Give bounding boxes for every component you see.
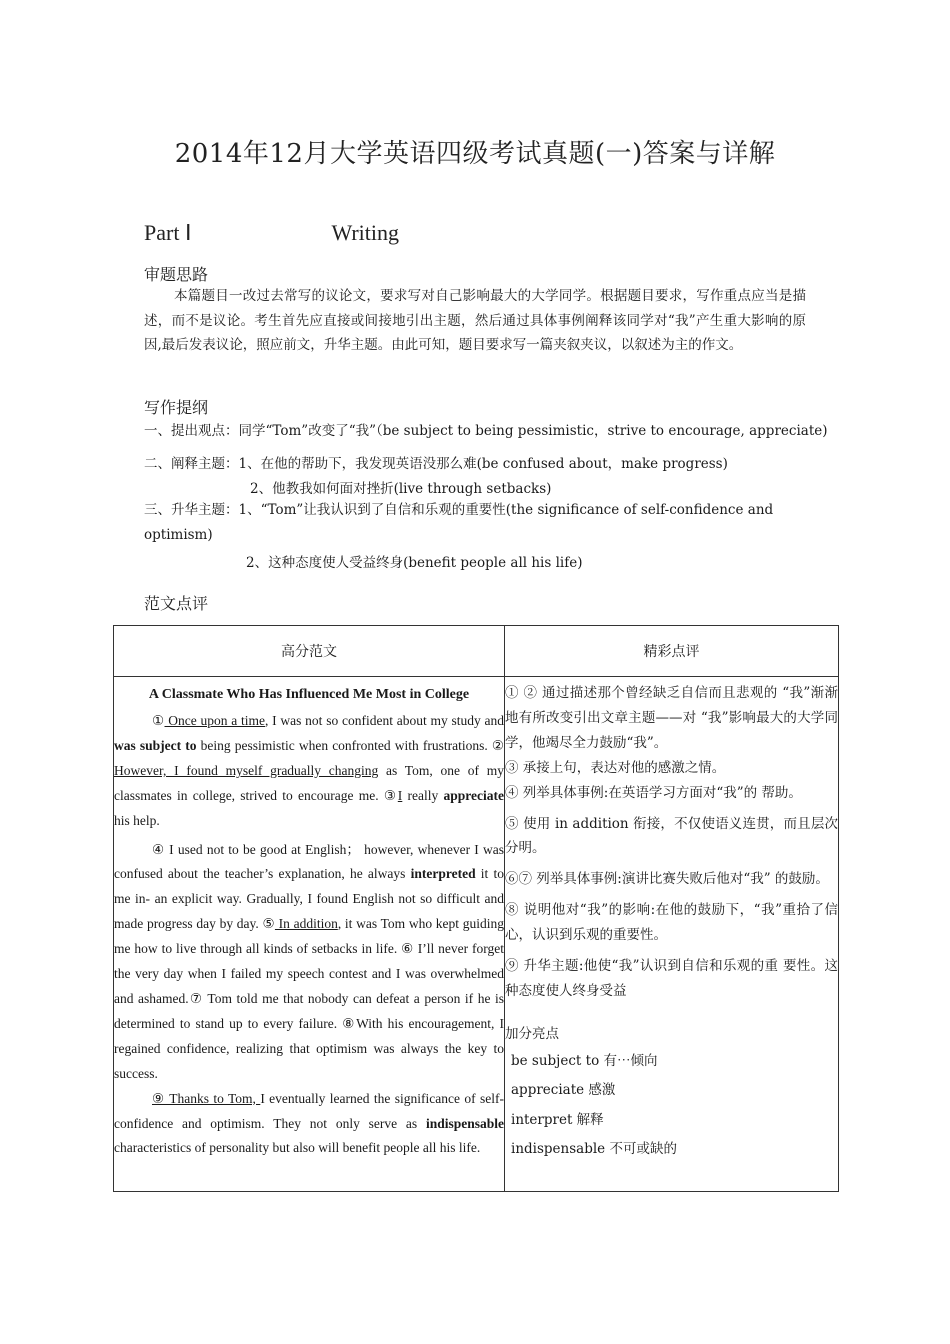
essay-paragraph-3 bbox=[114, 1087, 504, 1162]
essay-text: it to me in- an explicit way. Gradually, I found English not so difficult and made progress day by day. ⑤ bbox=[114, 866, 504, 932]
outline-line-4: 三、升华主题：1、“Tom”让我认识到了自信和乐观的重要性(the significance of self-confidence and optimism) bbox=[144, 502, 774, 543]
outline-line-5: 2、这种态度使人受益终身(benefit people all his life) bbox=[246, 555, 583, 571]
bonus-heading: 加分亮点 bbox=[505, 1025, 559, 1042]
essay-text: ④ I used not to be good at English； however, whenever I was confused about the teacher’s explanation, he always bbox=[114, 841, 504, 882]
essay-text: as Tom, one of my classmates in college, strived to encourage me. ③ bbox=[114, 762, 504, 803]
part-heading bbox=[144, 220, 399, 246]
vocab-item: appreciate 感激 bbox=[511, 1082, 616, 1099]
comments-list bbox=[505, 677, 838, 1191]
bold-phrase: interpreted bbox=[410, 866, 476, 882]
vocab-item: indispensable 不可或缺的 bbox=[511, 1141, 677, 1158]
essay-title: A Classmate Who Has Influenced Me Most in College bbox=[148, 687, 470, 702]
model-essay bbox=[114, 677, 504, 1191]
comment-item: ⑧ 说明他对“我”的影响:在他的鼓励下，“我”重拾了信心，认识到乐观的重要性。 bbox=[505, 902, 838, 944]
comment-item: ① ② 通过描述那个曾经缺乏自信而且悲观的 “我”渐渐地有所改变引出文章主题——对 “我”影响最大的大学同学，他竭尽全力鼓励“我”。 bbox=[505, 685, 838, 751]
outline-heading: 写作提纲 bbox=[144, 398, 209, 417]
essay-text: , it was Tom who kept guiding me how to live through all kinds of setbacks in life. ⑥ I’ll never forget the very day when I failed my speech contest and I was overwhelmed and ashamed.⑦ Tom told me that nobody can defeat a person if he is determined to stand up to every failure. ⑧With his encouragement, I regained confidence, realizing that optimism was always the key to success. bbox=[114, 916, 504, 1081]
essay-paragraph-1 bbox=[114, 709, 504, 834]
essay-cell bbox=[114, 677, 505, 1192]
essay-text: , I was not so confident about my study and bbox=[265, 713, 504, 728]
comment-item: ⑤ 使用 in addition 衔接，不仅使语义连贯，而且层次分明。 bbox=[505, 815, 838, 857]
outline-line-1: 一、提出观点：同学“Tom”改变了“我”（be subject to being pessimistic，strive to encourage, appreciate) bbox=[144, 423, 828, 439]
comment-item: ③ 承接上句，表达对他的感激之情。 bbox=[505, 759, 726, 776]
underlined-phrase: ⑨ Thanks to Tom, bbox=[152, 1090, 261, 1106]
underlined-phrase: However, I found myself gradually changing bbox=[114, 762, 379, 778]
comments-column-header: 精彩点评 bbox=[505, 626, 839, 677]
essay-text: really bbox=[402, 787, 444, 803]
part-label: Part Ⅰ bbox=[144, 220, 192, 245]
comment-item: ⑥⑦ 列举具体事例:演讲比赛失败后他对“我” 的鼓励。 bbox=[505, 871, 829, 888]
review-heading: 范文点评 bbox=[144, 594, 209, 613]
bold-phrase: indispensable bbox=[425, 1115, 504, 1131]
page-title: 2014年12月大学英语四级考试真题(一)答案与详解 bbox=[174, 139, 776, 169]
bold-phrase: appreciate bbox=[443, 787, 504, 803]
essay-text: characteristics of personality but also will benefit people all his life. bbox=[114, 1140, 481, 1156]
analysis-paragraph: 本篇题目一改过去常写的议论文，要求写对自己影响最大的大学同学。根据题目要求，写作重点应当是描述，而不是议论。考生首先应直接或间接地引出主题，然后通过具体事例阐释该同学对“我”产生重大影响的原因,最后发表议论，照应前文，升华主题。由此可知，题目要求写一篇夹叙夹议，以叙述为主的作文。 bbox=[144, 288, 806, 354]
outline-line-3: 2、他教我如何面对挫折(live through setbacks) bbox=[250, 481, 552, 497]
vocab-item: interpret 解释 bbox=[511, 1111, 604, 1128]
analysis-heading: 审题思路 bbox=[144, 265, 209, 284]
underlined-phrase: In addition bbox=[274, 916, 338, 932]
essay-text: being pessimistic when confronted with frustrations. ② bbox=[196, 737, 504, 753]
essay-paragraph-2 bbox=[114, 838, 504, 1087]
underlined-phrase: I bbox=[397, 787, 403, 803]
review-table bbox=[113, 625, 839, 1192]
underlined-phrase: Once upon a time bbox=[164, 713, 266, 728]
essay-text: his help. bbox=[114, 812, 160, 828]
comments-cell bbox=[505, 677, 839, 1192]
comment-item: ⑨ 升华主题:他使“我”认识到自信和乐观的重 要性。这种态度使人终身受益 bbox=[505, 958, 838, 999]
bold-phrase: was subject to bbox=[114, 737, 197, 753]
essay-text: I eventually learned the significance of self-confidence and optimism. They not only serve as bbox=[114, 1090, 504, 1131]
comment-item: ④ 列举具体事例:在英语学习方面对“我”的 帮助。 bbox=[505, 784, 802, 801]
part-name: Writing bbox=[331, 220, 399, 245]
essay-text: ① bbox=[152, 713, 165, 728]
essay-column-header: 高分范文 bbox=[114, 626, 505, 677]
outline-line-2: 二、阐释主题：1、在他的帮助下，我发现英语没那么难(be confused about，make progress) bbox=[144, 456, 728, 472]
vocab-item: be subject to 有⋯倾向 bbox=[511, 1052, 658, 1069]
